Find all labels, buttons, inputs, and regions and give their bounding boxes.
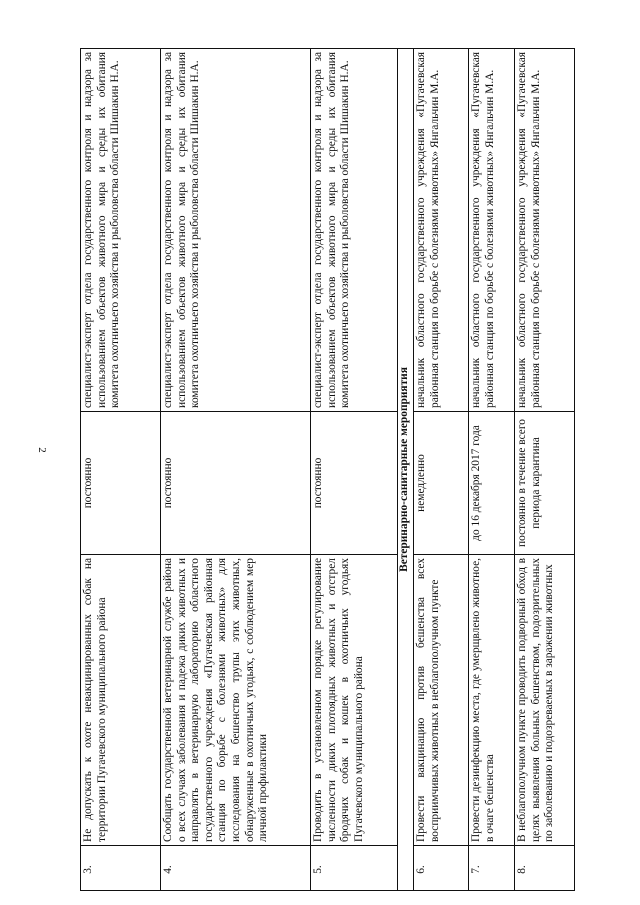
row-number: 5. [311, 846, 398, 891]
measures-table [80, 48, 575, 891]
table-row [469, 49, 515, 891]
table-row [161, 49, 311, 891]
term-text: постоянно [161, 412, 311, 555]
table-row [414, 49, 469, 891]
term-text: немедленно [414, 412, 469, 555]
row-number: 6. [414, 846, 469, 891]
row-number: 8. [515, 846, 575, 891]
table-row [515, 49, 575, 891]
table-row [311, 49, 398, 891]
responsible-text: начальник областного государственного учреждения «Пугачевская районная станция по борьбе с болезнями животных» Янгальчин М.А. [414, 49, 469, 412]
responsible-text: специалист-эксперт отдела государственного контроля и надзора за использованием объектов животного мира и среды их обитания комитета охотничьего хозяйства и рыболовства области Шишакин Н.А. [161, 49, 311, 412]
measure-text: Провести вакцинацию против бешенства всех восприимчивых животных в неблагополучном пункте [414, 555, 469, 846]
page-number: 2 [36, 447, 48, 453]
row-number: 3. [81, 846, 161, 891]
responsible-text: начальник областного государственного учреждения «Пугачевская районная станция по борьбе с болезнями животных» Янгальчин М.А. [469, 49, 515, 412]
measure-text: Сообщать государственной ветеринарной службе района о всех случаях заболевания и падежа диких животных и направлять в ветеринарную лабораторию областного государственного учреждения «Пугачевская районная станция по борьбе с болезнями животных» для исследования на бешенство трупы этих животных, обнаруженные в охотничьих угодьях, с соблюдением мер личной профилактики [161, 555, 311, 846]
section-title: Ветеринарно-санитарные мероприятия [398, 49, 414, 891]
row-number: 4. [161, 846, 311, 891]
term-text: постоянно в течение всего периода карантина [515, 412, 575, 555]
measure-text: Провести дезинфекцию места, где умерщвлено животное, в очаге бешенства [469, 555, 515, 846]
section-row [398, 49, 414, 891]
responsible-text: специалист-эксперт отдела государственного контроля и надзора за использованием объектов животного мира и среды их обитания комитета охотничьего хозяйства и рыболовства области Шишакин Н.А. [311, 49, 398, 412]
responsible-text: специалист-эксперт отдела государственного контроля и надзора за использованием объектов животного мира и среды их обитания комитета охотничьего хозяйства и рыболовства области Шишакин Н.А. [81, 49, 161, 412]
table-row [81, 49, 161, 891]
measure-text: В неблагополучном пункте проводить подворный обход в целях выявления больных бешенством, подозрительных по заболеванию и подозреваемых в заражении животных [515, 555, 575, 846]
term-text: постоянно [81, 412, 161, 555]
rotated-page [80, 49, 564, 891]
measure-text: Проводить в установленном порядке регулирование численности диких плотоядных животных и отстрел бродячих собак и кошек в охотничьих угодьях Пугачевского муниципального района [311, 555, 398, 846]
row-number: 7. [469, 846, 515, 891]
measure-text: Не допускать к охоте невакцинированных собак на территории Пугачевского муниципального района [81, 555, 161, 846]
term-text: до 16 декабря 2017 года [469, 412, 515, 555]
responsible-text: начальник областного государственного учреждения «Пугачевская районная станция по борьбе с болезнями животных» Янгальчин М.А. [515, 49, 575, 412]
term-text: постоянно [311, 412, 398, 555]
